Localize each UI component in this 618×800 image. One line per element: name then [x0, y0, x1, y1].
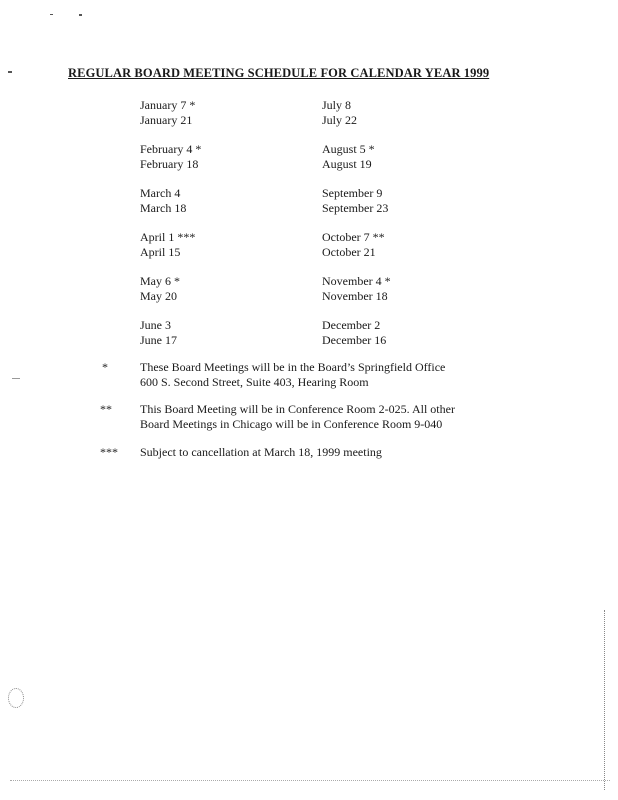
meeting-pair-november [322, 274, 391, 303]
meeting-date: February 4 * [140, 142, 202, 156]
meeting-pair-october [322, 230, 391, 259]
footnote-mark: ** [100, 402, 112, 416]
scan-speck [12, 378, 20, 379]
meeting-pair-april [140, 230, 201, 259]
meeting-pair-january [140, 98, 201, 127]
meeting-pair-june [140, 318, 201, 347]
scan-speck [8, 71, 12, 73]
footnote-text: 600 S. Second Street, Suite 403, Hearing Room [140, 374, 369, 389]
footnote-text: Subject to cancellation at March 18, 1999 meeting [140, 445, 382, 459]
meeting-date: May 20 [140, 288, 177, 303]
footnote-text: Board Meetings in Chicago will be in Conference Room 9-040 [140, 416, 443, 431]
footnote-mark: *** [100, 445, 118, 459]
meeting-pair-december [322, 318, 391, 347]
meeting-date: November 4 * [322, 274, 391, 288]
meeting-date: July 22 [322, 112, 358, 127]
meeting-date: March 4 [140, 186, 181, 200]
meeting-date: July 8 [322, 98, 352, 112]
footnote-text: These Board Meetings will be in the Board’s Springfield Office [140, 360, 446, 374]
scan-bottom-noise [10, 780, 610, 782]
meeting-pair-september [322, 186, 391, 215]
meeting-date: September 9 [322, 186, 383, 200]
meeting-date: March 18 [140, 200, 187, 215]
meeting-date: October 7 ** [322, 230, 385, 244]
meeting-date: February 18 [140, 156, 199, 171]
scan-blob [8, 688, 24, 708]
footnote-double-asterisk [100, 402, 455, 431]
meeting-pair-february [140, 142, 201, 171]
meeting-date: June 3 [140, 318, 171, 332]
meeting-date: June 17 [140, 332, 177, 347]
meeting-date: December 16 [322, 332, 387, 347]
schedule-column-left [140, 98, 201, 362]
schedule-column-right [322, 98, 391, 362]
page-title: REGULAR BOARD MEETING SCHEDULE FOR CALENDAR YEAR 1999 [68, 66, 490, 80]
meeting-date: April 15 [140, 244, 181, 259]
meeting-pair-may [140, 274, 201, 303]
meeting-date: April 1 *** [140, 230, 196, 244]
meeting-date: November 18 [322, 288, 388, 303]
meeting-date: January 21 [140, 112, 193, 127]
meeting-date: May 6 * [140, 274, 180, 288]
meeting-pair-august [322, 142, 391, 171]
scan-edge-line [604, 610, 606, 790]
meeting-date: October 21 [322, 244, 376, 259]
footnote-mark: * [102, 360, 108, 374]
scan-speck [50, 14, 53, 15]
meeting-pair-july [322, 98, 391, 127]
scan-speck [79, 14, 82, 16]
footnote-triple-asterisk [100, 445, 382, 460]
meeting-date: August 5 * [322, 142, 375, 156]
meeting-date: September 23 [322, 200, 389, 215]
meeting-date: December 2 [322, 318, 381, 332]
footnote-text: This Board Meeting will be in Conference Room 2-025. All other [140, 402, 455, 416]
footnote-single-asterisk [102, 360, 446, 389]
meeting-pair-march [140, 186, 201, 215]
meeting-date: January 7 * [140, 98, 196, 112]
meeting-date: August 19 [322, 156, 372, 171]
